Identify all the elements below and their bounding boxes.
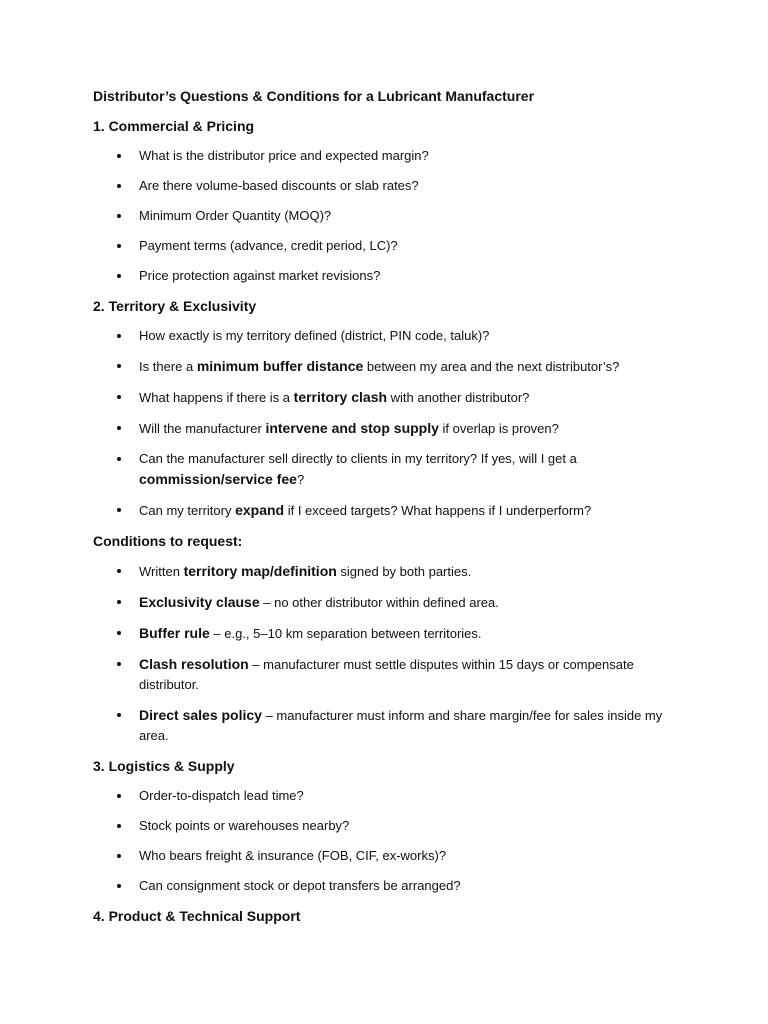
text-run: Written [139,564,184,579]
bullet-item [139,623,683,644]
text-run: How exactly is my territory defined (district, PIN code, taluk)? [139,328,490,343]
document-title: Distributor’s Questions & Conditions for a Lubricant Manufacturer [93,88,535,104]
bold-phrase: territory clash [293,389,388,405]
bullet-item [139,705,683,746]
text-run: Can the manufacturer sell directly to clients in my territory? If yes, will I get a [139,451,577,466]
bullet-item [139,592,683,613]
section-heading: 3. Logistics & Supply [93,758,235,774]
text-run: – e.g., 5–10 km separation between territories. [209,626,482,641]
text-run: Are there volume-based discounts or slab rates? [139,178,419,193]
text-run: Price protection against market revisions? [139,268,381,283]
bullet-item [139,236,683,256]
bullet-item [139,846,683,866]
bullet-item [139,326,683,346]
text-run: Order-to-dispatch lead time? [139,788,304,803]
sections-container [93,116,683,926]
text-run: if I exceed targets? What happens if I underperform? [284,503,592,518]
bullet-list [93,326,683,521]
text-run: What is the distributor price and expected margin? [139,148,429,163]
section-heading: Conditions to request: [93,533,243,549]
text-run: ? [296,472,305,487]
bold-phrase: minimum buffer distance [196,358,364,374]
text-run: Can my territory [139,503,236,518]
bullet-item [139,816,683,836]
bullet-list [93,561,683,746]
section-heading: 4. Product & Technical Support [93,908,301,924]
section-heading: 1. Commercial & Pricing [93,118,255,134]
text-run: – manufacturer must settle disputes within 15 days or compensate distributor. [139,657,634,692]
text-run: with another distributor? [387,390,530,405]
bold-phrase: Buffer rule [139,625,210,641]
bold-phrase: territory map/definition [183,563,337,579]
text-run: – no other distributor within defined area. [259,595,499,610]
document-page [93,86,683,936]
text-run: Minimum Order Quantity (MOQ)? [139,208,332,223]
bullet-item [139,876,683,896]
text-run: Who bears freight & insurance (FOB, CIF, ex-works)? [139,848,447,863]
text-run: signed by both parties. [336,564,472,579]
text-run: Will the manufacturer [139,421,266,436]
bold-phrase: Exclusivity clause [139,594,260,610]
bullet-item [139,146,683,166]
bullet-item [139,449,683,490]
section-heading: 2. Territory & Exclusivity [93,298,257,314]
bullet-item [139,206,683,226]
bullet-item [139,266,683,286]
bullet-item [139,654,683,695]
text-run: between my area and the next distributor’s? [363,359,620,374]
bullet-item [139,786,683,806]
bullet-list [93,146,683,286]
bullet-item [139,176,683,196]
bullet-item [139,561,683,582]
text-run: – manufacturer must inform and share margin/fee for sales inside my area. [139,708,663,743]
text-run: if overlap is proven? [438,421,559,436]
bullet-item [139,500,683,521]
bullet-item [139,356,683,377]
text-run: Can consignment stock or depot transfers be arranged? [139,878,461,893]
bullet-item [139,387,683,408]
bold-phrase: Direct sales policy [139,707,262,723]
text-run: Stock points or warehouses nearby? [139,818,350,833]
bold-phrase: commission/service fee [139,471,297,487]
bold-phrase: intervene and stop supply [265,420,439,436]
text-run: Is there a [139,359,197,374]
bold-phrase: Clash resolution [139,656,249,672]
bullet-list [93,786,683,896]
text-run: Payment terms (advance, credit period, LC)? [139,238,398,253]
bold-phrase: expand [235,502,285,518]
text-run: What happens if there is a [139,390,294,405]
bullet-item [139,418,683,439]
